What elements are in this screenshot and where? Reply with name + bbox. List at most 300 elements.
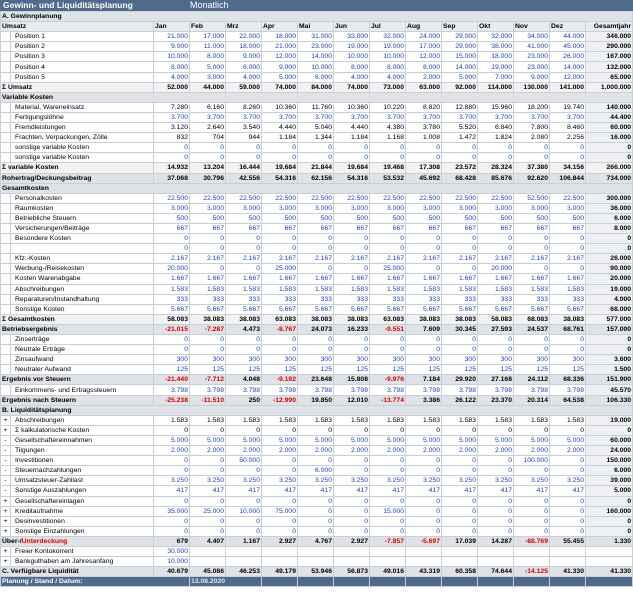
- value-cell[interactable]: 0: [262, 425, 298, 435]
- row-label[interactable]: Raumkosten: [11, 203, 154, 213]
- indent-cell[interactable]: [1, 304, 11, 314]
- value-cell[interactable]: 0: [190, 496, 226, 506]
- value-cell[interactable]: 1.667: [514, 274, 550, 284]
- value-cell[interactable]: 19.000: [370, 42, 406, 52]
- indent-cell[interactable]: [1, 42, 11, 52]
- value-cell[interactable]: 417: [370, 486, 406, 496]
- value-cell[interactable]: 417: [334, 486, 370, 496]
- value-cell[interactable]: 5.667: [298, 304, 334, 314]
- year-total[interactable]: 0: [586, 234, 633, 244]
- value-cell[interactable]: 100.000: [514, 456, 550, 466]
- value-cell[interactable]: 3.000: [190, 203, 226, 213]
- value-cell[interactable]: 3.798: [406, 385, 442, 395]
- value-cell[interactable]: 0: [154, 496, 190, 506]
- row-label[interactable]: Kreditaufnahme: [11, 506, 154, 516]
- empty-cell[interactable]: [406, 546, 442, 556]
- year-total[interactable]: 45.570: [586, 385, 633, 395]
- value-cell[interactable]: 0: [262, 496, 298, 506]
- value-cell[interactable]: 300: [514, 355, 550, 365]
- value-cell[interactable]: 5.667: [190, 304, 226, 314]
- sign-cell[interactable]: -: [1, 486, 11, 496]
- value-cell[interactable]: 125: [478, 365, 514, 375]
- value-cell[interactable]: 9.000: [262, 62, 298, 72]
- sign-cell[interactable]: +: [1, 425, 11, 435]
- value-cell[interactable]: 5.667: [226, 304, 262, 314]
- value-cell[interactable]: 0: [406, 234, 442, 244]
- empty-cell[interactable]: [226, 557, 262, 567]
- indent-cell[interactable]: [1, 244, 11, 254]
- value-cell[interactable]: 3.386: [406, 395, 442, 405]
- value-cell[interactable]: 0: [442, 526, 478, 536]
- year-total[interactable]: 290.000: [586, 42, 633, 52]
- value-cell[interactable]: 1.583: [514, 284, 550, 294]
- value-cell[interactable]: 43.319: [406, 567, 442, 577]
- value-cell[interactable]: 0: [550, 425, 586, 435]
- month-header[interactable]: Dez: [550, 22, 586, 32]
- value-cell[interactable]: 23.000: [298, 42, 334, 52]
- month-header[interactable]: Jul: [370, 22, 406, 32]
- value-cell[interactable]: 0: [478, 516, 514, 526]
- value-cell[interactable]: 3.000: [154, 203, 190, 213]
- empty-cell[interactable]: [442, 577, 478, 587]
- value-cell[interactable]: 0: [550, 526, 586, 536]
- value-cell[interactable]: 3.250: [442, 476, 478, 486]
- value-cell[interactable]: -14.125: [514, 567, 550, 577]
- value-cell[interactable]: 1.667: [370, 274, 406, 284]
- value-cell[interactable]: 1.168: [370, 133, 406, 143]
- value-cell[interactable]: 0: [298, 244, 334, 254]
- value-cell[interactable]: 3.000: [370, 203, 406, 213]
- value-cell[interactable]: 34.156: [550, 163, 586, 173]
- value-cell[interactable]: 29.000: [442, 42, 478, 52]
- value-cell[interactable]: 5.520: [442, 123, 478, 133]
- value-cell[interactable]: 0: [154, 345, 190, 355]
- value-cell[interactable]: 1.583: [154, 284, 190, 294]
- section-header[interactable]: B. Liquiditätsplanung: [1, 405, 633, 415]
- value-cell[interactable]: 44.000: [190, 82, 226, 92]
- value-cell[interactable]: 2.000: [406, 72, 442, 82]
- row-label[interactable]: Ergebnis vor Steuern: [1, 375, 154, 385]
- value-cell[interactable]: 0: [154, 456, 190, 466]
- value-cell[interactable]: 0: [550, 516, 586, 526]
- value-cell[interactable]: 5.667: [478, 304, 514, 314]
- value-cell[interactable]: 7.184: [406, 375, 442, 385]
- year-total[interactable]: 0: [586, 153, 633, 163]
- value-cell[interactable]: 0: [190, 516, 226, 526]
- row-label[interactable]: Investitionen: [11, 456, 154, 466]
- value-cell[interactable]: 667: [550, 223, 586, 233]
- year-total[interactable]: 36.000: [586, 203, 633, 213]
- value-cell[interactable]: 7.800: [514, 123, 550, 133]
- value-cell[interactable]: 125: [334, 365, 370, 375]
- value-cell[interactable]: 0: [298, 516, 334, 526]
- value-cell[interactable]: 1.583: [406, 415, 442, 425]
- month-header[interactable]: Aug: [406, 22, 442, 32]
- value-cell[interactable]: 18.000: [262, 32, 298, 42]
- value-cell[interactable]: 24.000: [406, 32, 442, 42]
- row-label[interactable]: Reparaturen/Instandhaltung: [11, 294, 154, 304]
- value-cell[interactable]: 4.000: [154, 72, 190, 82]
- value-cell[interactable]: 0: [154, 516, 190, 526]
- value-cell[interactable]: 12.010: [334, 395, 370, 405]
- empty-cell[interactable]: [478, 557, 514, 567]
- row-label[interactable]: Material, Wareneinsatz: [11, 102, 154, 112]
- value-cell[interactable]: 0: [154, 153, 190, 163]
- value-cell[interactable]: 333: [550, 294, 586, 304]
- value-cell[interactable]: 19.000: [478, 62, 514, 72]
- value-cell[interactable]: 15.000: [442, 52, 478, 62]
- value-cell[interactable]: 500: [370, 213, 406, 223]
- value-cell[interactable]: 2.167: [262, 254, 298, 264]
- value-cell[interactable]: 0: [298, 153, 334, 163]
- row-label[interactable]: Σ Gesamtkosten: [1, 314, 154, 324]
- value-cell[interactable]: 0: [370, 516, 406, 526]
- value-cell[interactable]: 125: [406, 365, 442, 375]
- value-cell[interactable]: 20.000: [478, 264, 514, 274]
- value-cell[interactable]: 22.500: [370, 193, 406, 203]
- value-cell[interactable]: 30.345: [442, 324, 478, 334]
- value-cell[interactable]: 16.444: [226, 163, 262, 173]
- value-cell[interactable]: 500: [190, 213, 226, 223]
- value-cell[interactable]: 30.000: [154, 546, 190, 556]
- value-cell[interactable]: 0: [334, 153, 370, 163]
- value-cell[interactable]: 64.538: [550, 395, 586, 405]
- value-cell[interactable]: 28.324: [478, 163, 514, 173]
- value-cell[interactable]: 23.000: [514, 52, 550, 62]
- value-cell[interactable]: 125: [514, 365, 550, 375]
- value-cell[interactable]: 500: [262, 213, 298, 223]
- value-cell[interactable]: 2.000: [334, 446, 370, 456]
- value-cell[interactable]: 417: [514, 486, 550, 496]
- sign-cell[interactable]: +: [1, 415, 11, 425]
- value-cell[interactable]: 667: [154, 223, 190, 233]
- value-cell[interactable]: 25.000: [370, 264, 406, 274]
- value-cell[interactable]: 18.000: [478, 52, 514, 62]
- value-cell[interactable]: 1.583: [478, 284, 514, 294]
- indent-cell[interactable]: [1, 254, 11, 264]
- empty-cell[interactable]: [334, 546, 370, 556]
- month-header[interactable]: Sep: [442, 22, 478, 32]
- value-cell[interactable]: 3.700: [298, 112, 334, 122]
- value-cell[interactable]: 130.000: [514, 82, 550, 92]
- value-cell[interactable]: 2.000: [406, 446, 442, 456]
- row-label[interactable]: Einkommens- und Ertragssteuern: [11, 385, 154, 395]
- value-cell[interactable]: 1.008: [406, 133, 442, 143]
- value-cell[interactable]: 125: [190, 365, 226, 375]
- value-cell[interactable]: 2.167: [298, 254, 334, 264]
- value-cell[interactable]: 38.083: [406, 314, 442, 324]
- footer-date[interactable]: 13.08.2020: [190, 577, 262, 587]
- year-total[interactable]: 0: [586, 244, 633, 254]
- value-cell[interactable]: 333: [406, 294, 442, 304]
- year-total[interactable]: 3.600: [586, 355, 633, 365]
- value-cell[interactable]: 0: [226, 153, 262, 163]
- value-cell[interactable]: 0: [406, 335, 442, 345]
- sign-cell[interactable]: -: [1, 476, 11, 486]
- value-cell[interactable]: 6.000: [226, 62, 262, 72]
- value-cell[interactable]: 3.700: [478, 112, 514, 122]
- value-cell[interactable]: 5.000: [262, 435, 298, 445]
- value-cell[interactable]: 19.740: [550, 102, 586, 112]
- value-cell[interactable]: 1.583: [154, 415, 190, 425]
- value-cell[interactable]: 0: [298, 526, 334, 536]
- value-cell[interactable]: 3.000: [406, 203, 442, 213]
- value-cell[interactable]: 333: [370, 294, 406, 304]
- value-cell[interactable]: 3.798: [334, 385, 370, 395]
- empty-cell[interactable]: [298, 546, 334, 556]
- indent-cell[interactable]: [1, 72, 11, 82]
- year-total[interactable]: 6.000: [586, 466, 633, 476]
- value-cell[interactable]: 0: [190, 234, 226, 244]
- value-cell[interactable]: 0: [370, 234, 406, 244]
- row-label[interactable]: sonstige variable Kosten: [11, 143, 154, 153]
- value-cell[interactable]: 52.000: [154, 82, 190, 92]
- year-total[interactable]: 26.000: [586, 254, 633, 264]
- row-label[interactable]: Zinserträge: [11, 335, 154, 345]
- value-cell[interactable]: 1.667: [298, 274, 334, 284]
- value-cell[interactable]: 21.000: [262, 42, 298, 52]
- year-total[interactable]: 44.400: [586, 112, 633, 122]
- value-cell[interactable]: 5.000: [190, 62, 226, 72]
- value-cell[interactable]: 300: [478, 355, 514, 365]
- row-label[interactable]: Betriebsergebnis: [1, 324, 154, 334]
- section-header[interactable]: Variable Kosten: [1, 92, 633, 102]
- value-cell[interactable]: 75.000: [262, 506, 298, 516]
- value-cell[interactable]: 27.593: [478, 324, 514, 334]
- value-cell[interactable]: 3.798: [478, 385, 514, 395]
- section-header[interactable]: A. Gewinnplanung: [1, 12, 633, 22]
- value-cell[interactable]: 1.583: [226, 415, 262, 425]
- empty-cell[interactable]: [370, 577, 406, 587]
- value-cell[interactable]: 500: [442, 213, 478, 223]
- month-header[interactable]: Jun: [334, 22, 370, 32]
- value-cell[interactable]: 3.000: [226, 203, 262, 213]
- value-cell[interactable]: 21.844: [298, 163, 334, 173]
- value-cell[interactable]: 49.016: [370, 567, 406, 577]
- value-cell[interactable]: -88.769: [514, 536, 550, 546]
- value-cell[interactable]: 667: [190, 223, 226, 233]
- value-cell[interactable]: 18.000: [226, 42, 262, 52]
- value-cell[interactable]: -9.551: [370, 324, 406, 334]
- indent-cell[interactable]: [1, 62, 11, 72]
- value-cell[interactable]: 25.000: [190, 506, 226, 516]
- year-total[interactable]: 140.000: [586, 102, 633, 112]
- value-cell[interactable]: 250: [226, 395, 262, 405]
- value-cell[interactable]: 37.068: [154, 173, 190, 183]
- value-cell[interactable]: 5.667: [442, 304, 478, 314]
- value-cell[interactable]: 1.344: [298, 133, 334, 143]
- value-cell[interactable]: 333: [334, 294, 370, 304]
- indent-cell[interactable]: [1, 203, 11, 213]
- value-cell[interactable]: 0: [442, 234, 478, 244]
- value-cell[interactable]: 667: [406, 223, 442, 233]
- value-cell[interactable]: 679: [154, 536, 190, 546]
- value-cell[interactable]: 5.000: [478, 435, 514, 445]
- value-cell[interactable]: 0: [478, 143, 514, 153]
- sign-cell[interactable]: -: [1, 435, 11, 445]
- year-total[interactable]: 39.000: [586, 476, 633, 486]
- value-cell[interactable]: 0: [154, 335, 190, 345]
- value-cell[interactable]: 3.700: [226, 112, 262, 122]
- value-cell[interactable]: 41.330: [550, 567, 586, 577]
- value-cell[interactable]: 62.156: [298, 173, 334, 183]
- value-cell[interactable]: 3.250: [298, 476, 334, 486]
- year-total[interactable]: 0: [586, 425, 633, 435]
- value-cell[interactable]: 29.000: [442, 32, 478, 42]
- value-cell[interactable]: 0: [226, 143, 262, 153]
- value-cell[interactable]: 0: [190, 456, 226, 466]
- value-cell[interactable]: 2.167: [478, 254, 514, 264]
- value-cell[interactable]: 35.000: [154, 506, 190, 516]
- value-cell[interactable]: 0: [262, 143, 298, 153]
- value-cell[interactable]: 0: [406, 526, 442, 536]
- year-total[interactable]: 1.500: [586, 365, 633, 375]
- value-cell[interactable]: 15.960: [478, 102, 514, 112]
- value-cell[interactable]: 5.000: [550, 435, 586, 445]
- value-cell[interactable]: 5.000: [262, 72, 298, 82]
- value-cell[interactable]: 0: [370, 345, 406, 355]
- value-cell[interactable]: 2.927: [334, 536, 370, 546]
- value-cell[interactable]: 1.583: [550, 284, 586, 294]
- value-cell[interactable]: 0: [262, 456, 298, 466]
- year-total[interactable]: 1.330: [586, 536, 633, 546]
- value-cell[interactable]: 0: [478, 526, 514, 536]
- value-cell[interactable]: 63.083: [370, 314, 406, 324]
- value-cell[interactable]: 1.583: [190, 284, 226, 294]
- row-label[interactable]: [1, 536, 154, 546]
- value-cell[interactable]: 31.000: [298, 32, 334, 42]
- value-cell[interactable]: 0: [226, 234, 262, 244]
- indent-cell[interactable]: [1, 355, 11, 365]
- value-cell[interactable]: 0: [334, 335, 370, 345]
- value-cell[interactable]: 0: [442, 456, 478, 466]
- indent-cell[interactable]: [1, 365, 11, 375]
- value-cell[interactable]: 333: [226, 294, 262, 304]
- value-cell[interactable]: 22.500: [478, 193, 514, 203]
- value-cell[interactable]: 3.250: [406, 476, 442, 486]
- value-cell[interactable]: -9.192: [262, 375, 298, 385]
- value-cell[interactable]: 3.250: [334, 476, 370, 486]
- value-cell[interactable]: 0: [370, 335, 406, 345]
- value-cell[interactable]: 1.667: [226, 274, 262, 284]
- value-cell[interactable]: 0: [298, 335, 334, 345]
- value-cell[interactable]: 32.000: [478, 32, 514, 42]
- value-cell[interactable]: 333: [154, 294, 190, 304]
- value-cell[interactable]: 0: [478, 335, 514, 345]
- value-cell[interactable]: 19.850: [298, 395, 334, 405]
- empty-cell[interactable]: [550, 557, 586, 567]
- year-total[interactable]: 90.000: [586, 264, 633, 274]
- value-cell[interactable]: 417: [154, 486, 190, 496]
- value-cell[interactable]: 7.280: [154, 102, 190, 112]
- row-label[interactable]: Fertigungslöhne: [11, 112, 154, 122]
- value-cell[interactable]: 63.000: [406, 82, 442, 92]
- indent-cell[interactable]: [1, 193, 11, 203]
- month-header[interactable]: Apr: [262, 22, 298, 32]
- value-cell[interactable]: 300: [550, 355, 586, 365]
- value-cell[interactable]: 84.000: [298, 82, 334, 92]
- value-cell[interactable]: 23.572: [442, 163, 478, 173]
- value-cell[interactable]: 1.583: [226, 284, 262, 294]
- indent-cell[interactable]: [1, 133, 11, 143]
- value-cell[interactable]: 667: [226, 223, 262, 233]
- value-cell[interactable]: 0: [298, 456, 334, 466]
- value-cell[interactable]: 8.460: [550, 123, 586, 133]
- value-cell[interactable]: 38.083: [442, 314, 478, 324]
- value-cell[interactable]: 3.250: [478, 476, 514, 486]
- value-cell[interactable]: 1.667: [406, 274, 442, 284]
- value-cell[interactable]: 3.250: [154, 476, 190, 486]
- month-header[interactable]: Nov: [514, 22, 550, 32]
- value-cell[interactable]: 5.000: [190, 435, 226, 445]
- value-cell[interactable]: 0: [550, 456, 586, 466]
- value-cell[interactable]: 1.583: [262, 284, 298, 294]
- value-cell[interactable]: 59.000: [226, 82, 262, 92]
- value-cell[interactable]: 0: [226, 496, 262, 506]
- year-total[interactable]: 346.000: [586, 32, 633, 42]
- value-cell[interactable]: 68.761: [550, 324, 586, 334]
- value-cell[interactable]: 53.946: [298, 567, 334, 577]
- indent-cell[interactable]: [1, 112, 11, 122]
- row-label[interactable]: Position 5: [11, 72, 154, 82]
- value-cell[interactable]: 14.932: [154, 163, 190, 173]
- value-cell[interactable]: 19.000: [334, 42, 370, 52]
- value-cell[interactable]: 15.808: [334, 375, 370, 385]
- empty-cell[interactable]: [478, 546, 514, 556]
- value-cell[interactable]: 0: [262, 234, 298, 244]
- value-cell[interactable]: 1.583: [442, 415, 478, 425]
- row-label[interactable]: Bankguthaben am Jahresanfang: [11, 557, 154, 567]
- value-cell[interactable]: 2.167: [370, 254, 406, 264]
- year-total[interactable]: 8.000: [586, 223, 633, 233]
- value-cell[interactable]: 17.039: [442, 536, 478, 546]
- sign-cell[interactable]: -: [1, 446, 11, 456]
- row-label[interactable]: Umsatz: [1, 22, 154, 32]
- value-cell[interactable]: 38.083: [298, 314, 334, 324]
- year-total[interactable]: 0: [586, 143, 633, 153]
- value-cell[interactable]: 38.083: [334, 314, 370, 324]
- value-cell[interactable]: 0: [334, 264, 370, 274]
- value-cell[interactable]: 0: [442, 153, 478, 163]
- empty-cell[interactable]: [298, 557, 334, 567]
- value-cell[interactable]: 0: [514, 264, 550, 274]
- value-cell[interactable]: 1.667: [262, 274, 298, 284]
- indent-cell[interactable]: [1, 264, 11, 274]
- row-label[interactable]: Abschreibungen: [11, 415, 154, 425]
- value-cell[interactable]: 0: [406, 506, 442, 516]
- value-cell[interactable]: 1.583: [298, 284, 334, 294]
- indent-cell[interactable]: [1, 213, 11, 223]
- year-total[interactable]: 734.000: [586, 173, 633, 183]
- value-cell[interactable]: 0: [190, 345, 226, 355]
- row-label[interactable]: Tilgungen: [11, 446, 154, 456]
- value-cell[interactable]: 2.167: [226, 254, 262, 264]
- value-cell[interactable]: 333: [442, 294, 478, 304]
- row-label[interactable]: Sonstige Einzahlungen: [11, 526, 154, 536]
- value-cell[interactable]: 300: [190, 355, 226, 365]
- empty-cell[interactable]: [514, 557, 550, 567]
- value-cell[interactable]: 9.000: [514, 72, 550, 82]
- value-cell[interactable]: 1.583: [334, 415, 370, 425]
- indent-cell[interactable]: [1, 123, 11, 133]
- value-cell[interactable]: 21.000: [154, 32, 190, 42]
- value-cell[interactable]: 3.000: [298, 203, 334, 213]
- value-cell[interactable]: 0: [190, 244, 226, 254]
- sign-cell[interactable]: +: [1, 546, 11, 556]
- value-cell[interactable]: 13.204: [190, 163, 226, 173]
- value-cell[interactable]: 32.000: [370, 32, 406, 42]
- value-cell[interactable]: 4.440: [262, 123, 298, 133]
